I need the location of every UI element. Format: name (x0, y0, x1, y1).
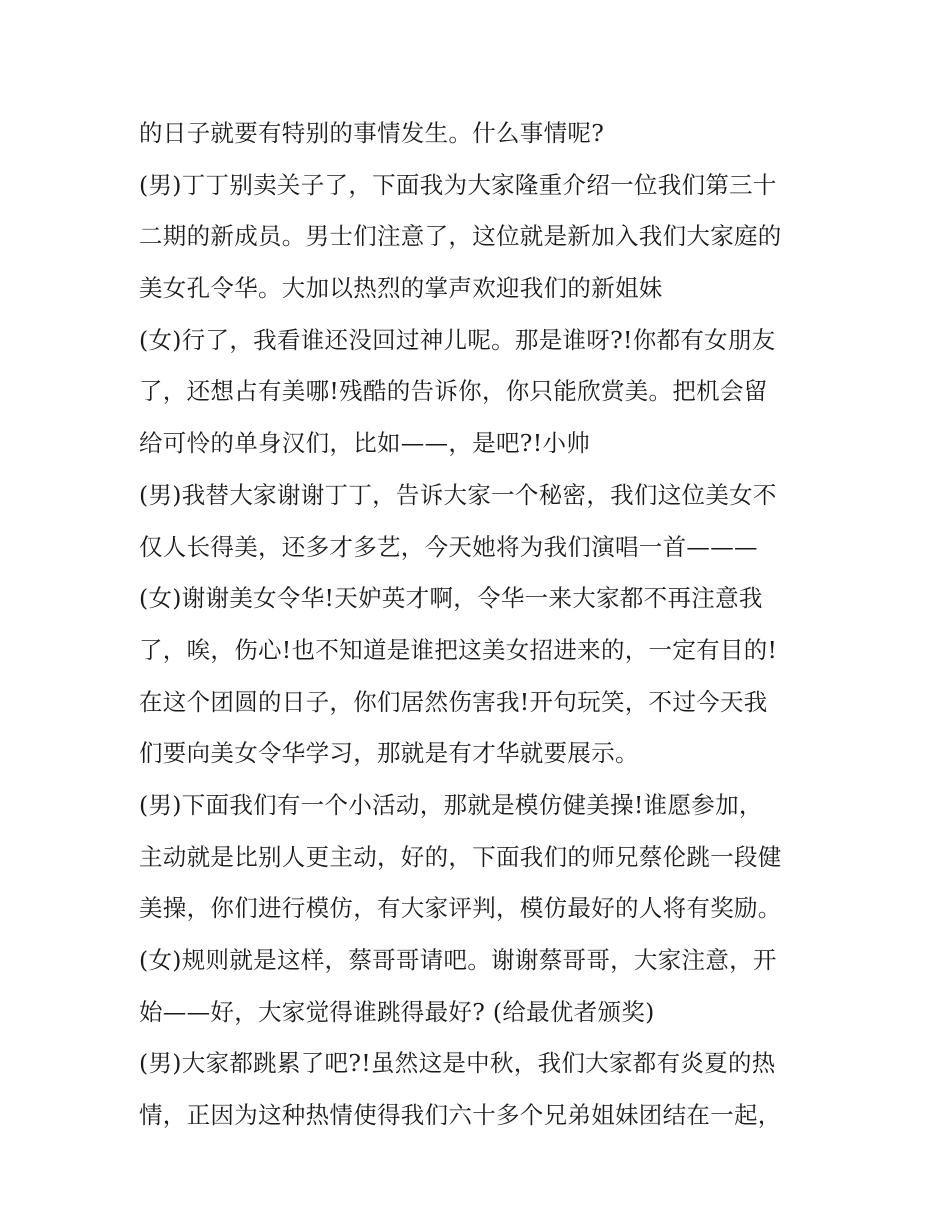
text-line: (女)规则就是这样，蔡哥哥请吧。谢谢蔡哥哥，大家注意，开 (139, 946, 777, 974)
text-line: (男)下面我们有一个小活动，那就是模仿健美操!谁愿参加， (139, 790, 763, 819)
text-line: 二期的新成员。男士们注意了，这位就是新加入我们大家庭的 (139, 222, 782, 251)
text-line: 始——好，大家觉得谁跳得最好? (给最优者颁奖) (139, 997, 655, 1026)
text-line: 们要向美女令华学习，那就是有才华就要展示。 (139, 739, 639, 768)
text-line: 美女孔令华。大加以热烈的掌声欢迎我们的新姐妹 (139, 274, 663, 303)
document-body (139, 108, 829, 1142)
text-line: 了，还想占有美哪!残酷的告诉你，你只能欣赏美。把机会留 (139, 377, 768, 406)
text-line: (女)谢谢美女令华!天妒英才啊，令华一来大家都不再注意我 (139, 584, 763, 613)
text-line: 主动就是比别人更主动，好的，下面我们的师兄蔡伦跳一段健 (139, 842, 782, 871)
text-line: 的日子就要有特别的事情发生。什么事情呢? (139, 119, 605, 147)
text-line: 给可怜的单身汉们，比如——，是吧?!小帅 (139, 429, 591, 458)
text-line: 仅人长得美，还多才多艺，今天她将为我们演唱一首——— (139, 532, 758, 561)
text-line: 在这个团圆的日子，你们居然伤害我!开句玩笑，不过今天我 (139, 687, 768, 716)
text-line: 情，正因为这种热情使得我们六十多个兄弟姐妹团结在一起， (139, 1101, 782, 1130)
text-line: (男)丁丁别卖关子了，下面我为大家隆重介绍一位我们第三十 (139, 170, 777, 199)
text-line: 了，唉，伤心!也不知道是谁把这美女招进来的，一定有目的! (139, 635, 778, 664)
text-line: (男)我替大家谢谢丁丁，告诉大家一个秘密，我们这位美女不 (139, 480, 777, 509)
text-line: (男)大家都跳累了吧?!虽然这是中秋，我们大家都有炎夏的热 (139, 1049, 776, 1078)
text-line: (女)行了，我看谁还没回过神儿呢。那是谁呀?!你都有女朋友 (139, 325, 776, 354)
text-line: 美操，你们进行模仿，有大家评判，模仿最好的人将有奖励。 (139, 894, 782, 923)
